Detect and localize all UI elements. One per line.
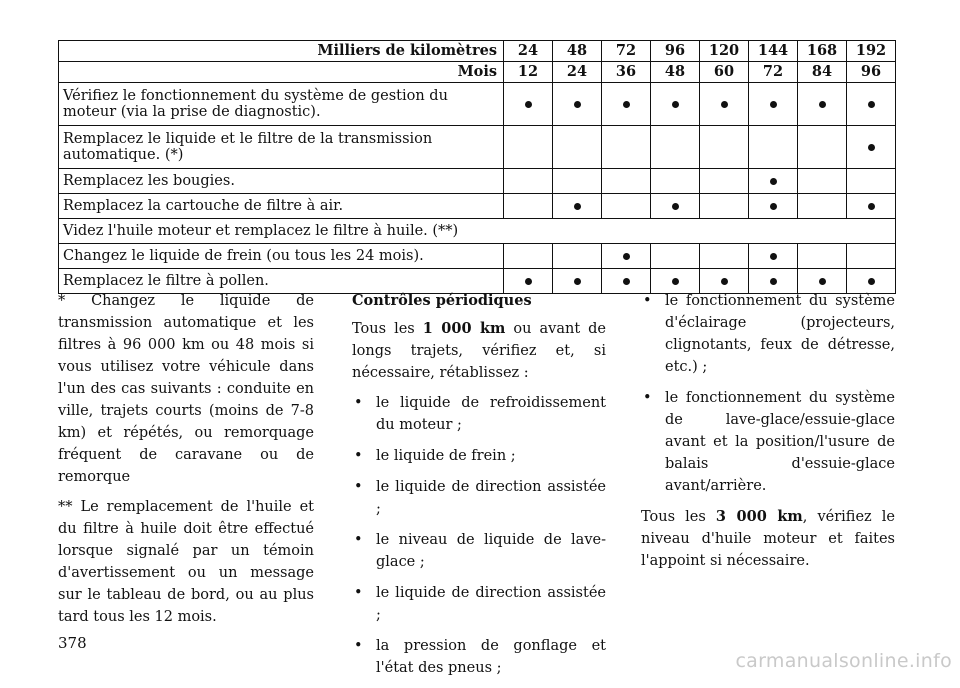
interval-cell [553, 126, 602, 169]
interval-dot [672, 278, 679, 285]
interval-cell [749, 126, 798, 169]
site-watermark: carmanualsonline.info [735, 650, 952, 672]
km-header-cell: 168 [798, 41, 847, 62]
list-item: • le liquide de refroidissement du moteur ; [352, 392, 606, 436]
interval-cell [504, 169, 553, 194]
list-item: • le fonctionnement du système de lave-glace/essuie-glace avant et la position/l'usure de balais d'essuie-glace avant/arrière. [641, 387, 895, 497]
km-header-row [59, 41, 896, 62]
distance-1000km: 1 000 km [422, 320, 506, 337]
interval-cell [847, 83, 896, 126]
interval-cell [651, 194, 700, 219]
interval-cell [700, 194, 749, 219]
months-header-row [59, 62, 896, 83]
task-label: Remplacez le filtre à pollen. [59, 269, 504, 294]
km-header-label: Milliers de kilomètres [59, 41, 504, 62]
interval-dot [574, 101, 581, 108]
maintenance-table [58, 40, 896, 294]
interval-cell [553, 194, 602, 219]
list-item: • le niveau de liquide de lave-glace ; [352, 529, 606, 573]
interval-cell [602, 244, 651, 269]
interval-cell [700, 244, 749, 269]
interval-dot [868, 203, 875, 210]
interval-dot [770, 278, 777, 285]
interval-cell [602, 126, 651, 169]
months-header-cell: 84 [798, 62, 847, 83]
task-label: Remplacez les bougies. [59, 169, 504, 194]
checks-list-continued [641, 290, 895, 497]
table-row [59, 169, 896, 194]
interval-dot [819, 101, 826, 108]
page-number: 378 [58, 634, 87, 652]
months-header-cell: 24 [553, 62, 602, 83]
months-header-cell: 12 [504, 62, 553, 83]
checks-continued-column [641, 290, 895, 580]
interval-cell [651, 244, 700, 269]
interval-cell [651, 126, 700, 169]
interval-cell [749, 244, 798, 269]
list-item: • le liquide de frein ; [352, 445, 606, 467]
table-row [59, 83, 896, 126]
km-header-cell: 192 [847, 41, 896, 62]
months-header-cell: 48 [651, 62, 700, 83]
km-header-cell: 48 [553, 41, 602, 62]
interval-dot [574, 203, 581, 210]
months-header-label: Mois [59, 62, 504, 83]
interval-cell [553, 169, 602, 194]
interval-cell [700, 83, 749, 126]
months-header-cell: 60 [700, 62, 749, 83]
interval-dot [721, 101, 728, 108]
list-item: • le liquide de direction assistée ; [352, 476, 606, 520]
km-header-cell: 72 [602, 41, 651, 62]
interval-dot [721, 278, 728, 285]
interval-cell [847, 126, 896, 169]
interval-dot [574, 278, 581, 285]
interval-dot [623, 278, 630, 285]
interval-cell [504, 83, 553, 126]
interval-cell [749, 83, 798, 126]
task-label: Changez le liquide de frein (ou tous les 24 mois). [59, 244, 504, 269]
periodic-checks-column [352, 290, 606, 688]
task-label: Videz l'huile moteur et remplacez le filtre à huile. (**) [59, 219, 896, 244]
interval-dot [525, 101, 532, 108]
km-header-cell: 120 [700, 41, 749, 62]
interval-cell [553, 244, 602, 269]
table-row [59, 219, 896, 244]
interval-dot [770, 253, 777, 260]
interval-dot [770, 178, 777, 185]
interval-cell [553, 83, 602, 126]
interval-cell [749, 169, 798, 194]
interval-cell [602, 194, 651, 219]
footnotes-column [58, 290, 314, 636]
interval-cell [798, 126, 847, 169]
interval-cell [602, 83, 651, 126]
table-row [59, 126, 896, 169]
interval-cell [798, 169, 847, 194]
interval-cell [847, 244, 896, 269]
interval-dot [770, 203, 777, 210]
interval-cell [504, 126, 553, 169]
interval-dot [525, 278, 532, 285]
km-header-cell: 144 [749, 41, 798, 62]
interval-dot [868, 101, 875, 108]
interval-cell [504, 194, 553, 219]
task-label: Remplacez le liquide et le filtre de la transmission automatique. (*) [59, 126, 504, 169]
checks-list [352, 392, 606, 679]
interval-dot [868, 278, 875, 285]
footnote-transmission: * Changez le liquide de transmission automatique et les filtres à 96 000 km ou 48 mois si vous utilisez votre véhicule dans l'un des cas suivants : conduite en ville, trajets courts (moins de 7-8 km) et répétés, ou remorquage fréquent de caravane ou de remorque [58, 293, 314, 485]
interval-cell [798, 194, 847, 219]
interval-dot [672, 101, 679, 108]
interval-cell [700, 169, 749, 194]
km-header-cell: 96 [651, 41, 700, 62]
interval-cell [798, 244, 847, 269]
interval-dot [868, 144, 875, 151]
intro-paragraph: Tous les 1 000 km ou avant de longs trajets, vérifiez et, si nécessaire, rétablissez : [352, 320, 607, 381]
list-item: • le liquide de direction assistée ; [352, 582, 606, 626]
interval-cell [847, 194, 896, 219]
interval-dot [819, 278, 826, 285]
interval-cell [700, 126, 749, 169]
interval-dot [672, 203, 679, 210]
task-label: Remplacez la cartouche de filtre à air. [59, 194, 504, 219]
distance-3000km: 3 000 km [715, 508, 803, 525]
table-row [59, 194, 896, 219]
interval-cell [847, 169, 896, 194]
months-header-cell: 96 [847, 62, 896, 83]
section-heading: Contrôles périodiques [352, 292, 532, 309]
interval-cell [504, 244, 553, 269]
interval-cell [749, 194, 798, 219]
months-header-cell: 72 [749, 62, 798, 83]
interval-cell [798, 83, 847, 126]
interval-dot [770, 101, 777, 108]
task-label: Vérifiez le fonctionnement du système de gestion du moteur (via la prise de diagnostic). [59, 83, 504, 126]
list-item: • le fonctionnement du système d'éclairage (projecteurs, clignotants, feux de détresse, etc.) ; [641, 290, 895, 378]
table-row [59, 244, 896, 269]
list-item: • la pression de gonflage et l'état des pneus ; [352, 635, 606, 679]
interval-dot [623, 101, 630, 108]
footnote-oil-change: ** Le remplacement de l'huile et du filtre à huile doit être effectué lorsque signalé par un témoin d'avertissement ou un message sur le tableau de bord, ou au plus tard tous les 12 mois. [58, 499, 314, 625]
interval-dot [623, 253, 630, 260]
interval-cell [651, 83, 700, 126]
months-header-cell: 36 [602, 62, 651, 83]
interval-cell [651, 169, 700, 194]
outro-paragraph: Tous les 3 000 km, vérifiez le niveau d'huile moteur et faites l'appoint si nécessaire. [641, 508, 896, 569]
km-header-cell: 24 [504, 41, 553, 62]
interval-cell [602, 169, 651, 194]
